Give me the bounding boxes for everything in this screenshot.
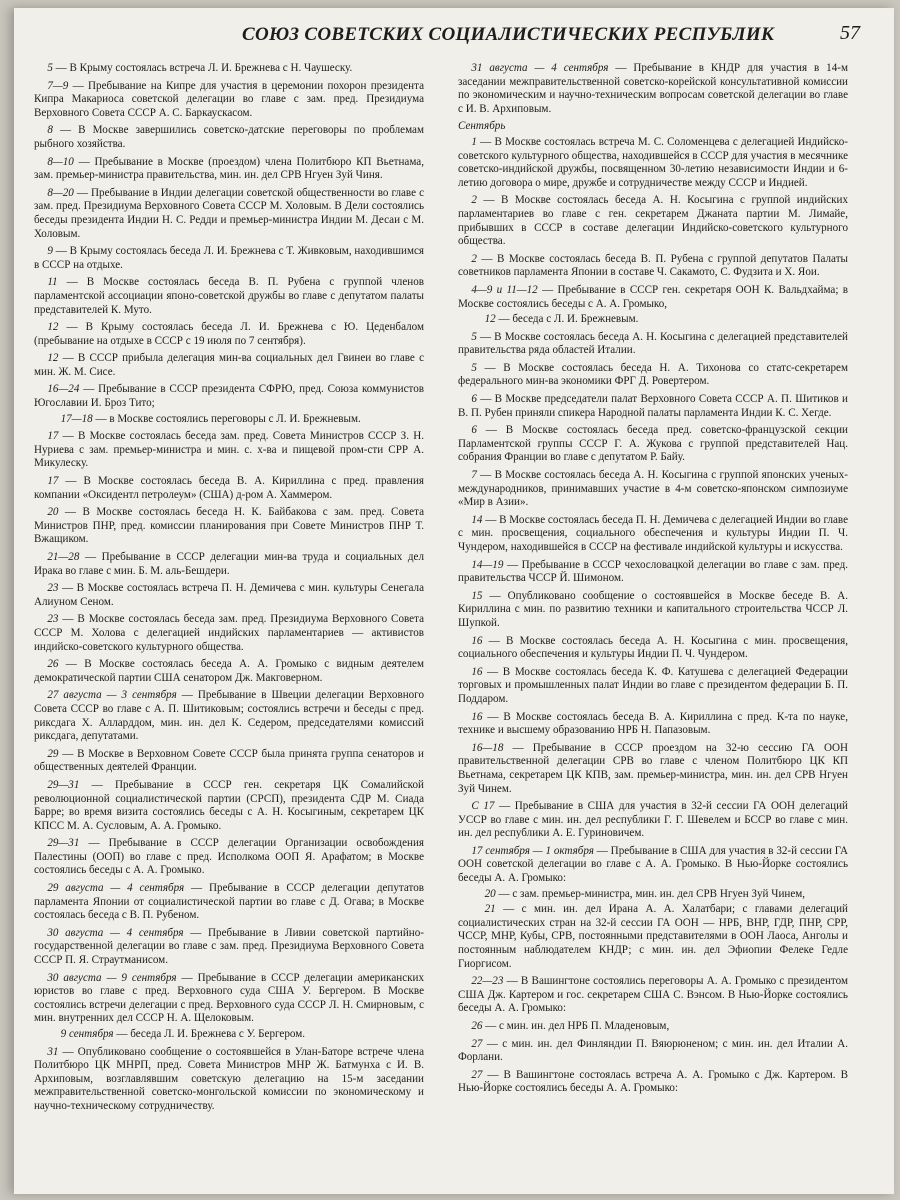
entry-text: — Пребывание в СССР чехословацкой делегации во главе с зам. пред. правительства ЧССР Й. Шимоном. (458, 558, 848, 585)
entry-date: 14—19 (471, 558, 504, 571)
entry-text: — Пребывание в США для участия в 32-й сессии ГА ООН советской делегации во главе с А. А. Громыко. В Нью-Йорке состоялись беседы А. А. Громыко: (458, 844, 848, 885)
entry-date: 1 (471, 135, 477, 148)
entry-text: — Пребывание в СССР ген. секретаря ООН К. Вальдхайма; в Москве состоялись беседы с А. А. Громыко, (458, 283, 848, 310)
chronicle-entry (34, 245, 424, 272)
entry-date: 23 (47, 613, 59, 626)
page-header (14, 22, 894, 52)
right-column (458, 62, 848, 1177)
entry-text: — В Вашингтоне состоялись переговоры А. А. Громыко с президентом США Дж. Картером и гос. секретарем США С. Вэнсом. В Нью-Йорке состоялись беседы А. А. Громыко: (458, 975, 848, 1015)
entry-text: — Пребывание в Ливии советской партийно-государственной делегации во главе с зам. пред. Президиума Верховного Совета СССР П. Я. Страутманисом. (34, 926, 424, 967)
entry-date: 6 (471, 424, 477, 437)
entry-text: — Опубликовано сообщение о состоявшейся в Москве беседе В. А. Кириллина с мин. по развитию техники и капитального строительства ЧССР Л. Шупкой. (458, 589, 848, 629)
chronicle-entry (34, 658, 424, 685)
chronicle-entry (34, 1028, 424, 1042)
entry-text: — Пребывание в СССР президента СФРЮ, пред. Союза коммунистов Югославии И. Броз Тито; (34, 383, 424, 410)
entry-date: 20 (484, 887, 496, 900)
entry-date: 8 (47, 124, 53, 137)
chronicle-entry (34, 430, 424, 471)
chronicle-entry (34, 582, 424, 609)
chronicle-entry (34, 882, 424, 923)
entry-date: 21—28 (47, 551, 80, 563)
entry-text: — В Москве состоялась беседа А. Н. Косыгина с группой индийских парламентариев во главе с ген. секретарем Джаната партии М. Лимайе, прибывших в СССР в составе делегации Индийско-советского культурного общества. (458, 194, 848, 248)
entry-text: — В Москве состоялась беседа П. Н. Демичева с делегацией Индии во главе с мин. просвещения, социального обеспечения и культуры Индии П. Ч. Чундером, находившейся в СССР на фестивале индийской культуры и искусства. (458, 513, 848, 553)
entry-date: 16 (471, 710, 483, 723)
entry-date: 16 (471, 665, 483, 678)
chronicle-entry (34, 383, 424, 410)
entry-text: — Пребывание в СССР ген. секретаря ЦК Сомалийской революционной социалистической партии (СРСП), президента СДР М. Сиада Барре; во время визита состоялись беседы с А. Н. Косыгиным, секретарем ЦК КПСС М. А. Сусловым, А. А. Громыко. (34, 778, 424, 832)
chronicle-entry (458, 194, 848, 248)
entry-text: — В Москве состоялась беседа Н. К. Байбакова с зам. пред. Совета Министров ПНР, пред. комиссии планирования при Совете Министров ПНР Т. Вжащиком. (34, 506, 424, 546)
chronicle-entry (34, 689, 424, 743)
entry-text: — В Вашингтоне состоялась встреча А. А. Громыко с Дж. Картером. В Нью-Йорке состоялись беседы А. А. Громыко: (458, 1068, 848, 1095)
chronicle-entry (458, 666, 848, 707)
chronicle-entry (458, 424, 848, 465)
chronicle-entry (34, 321, 424, 348)
entry-date: 14 (471, 513, 483, 526)
entry-date: 23 (47, 582, 59, 595)
chronicle-entry (34, 506, 424, 547)
entry-date: 7 (471, 469, 477, 482)
entry-text: — В СССР прибыла делегация мин-ва социальных дел Гвинеи во главе с мин. Ж. М. Сисе. (34, 352, 424, 378)
entry-text: — Пребывание в СССР делегации депутатов парламента Японии от социалистической партии во главе с Д. Огава; в Москве состоялась беседа с В. П. Рубеном. (34, 882, 424, 922)
entry-date: 4—9 и 11—12 (471, 283, 538, 296)
entry-date: 27 августа — 3 сентября (47, 689, 177, 702)
entry-text: — В Москве состоялась встреча П. Н. Демичева с мин. культуры Сенегала Алиуном Сеном. (34, 582, 424, 608)
entry-text: — с зам. премьер-министра, мин. ин. дел СРВ Нгуен Зуй Чинем, (495, 887, 806, 900)
chronicle-entry (458, 711, 848, 738)
entry-text: — В Москве состоялась беседа Н. А. Тихонова со статс-секретарем федерального мин-ва экономики ФРГ Д. Ровертером. (458, 361, 848, 388)
chronicle-entry (458, 136, 848, 190)
running-title: СОЮЗ СОВЕТСКИХ СОЦИАЛИСТИЧЕСКИХ РЕСПУБЛИК (242, 24, 775, 45)
chronicle-entry (458, 590, 848, 631)
entry-text: — В Москве состоялась беседа пред. советско-французской секции Парламентской группы СССР Г. А. Жукова с группой представителей Нац. собрания Франции во главе с депутатом Р. Байу. (458, 424, 848, 464)
entry-text: — с мин. ин. дел НРБ П. Младеновым, (482, 1020, 670, 1032)
chronicle-entry (458, 635, 848, 662)
entry-date: 16 (471, 634, 483, 647)
entry-date: 17 сентября — 1 октября (471, 844, 594, 857)
entry-text: — Пребывание в СССР делегации мин-ва труда и социальных дел Ирака во главе с мин. Б. М. аль-Бешдери. (34, 551, 424, 577)
entry-text: — Пребывание на Кипре для участия в церемонии похорон президента Кипра Макариоса советской делегации во главе с зам. пред. Президиума Верховного Совета СССР А. С. Баркаускасом. (34, 79, 424, 119)
chronicle-entry (458, 284, 848, 311)
entry-date: 17 (47, 430, 59, 443)
chronicle-entry (34, 352, 424, 379)
entry-text: — беседа Л. И. Брежнева с У. Бергером. (113, 1028, 306, 1040)
entry-date: 29—31 (47, 837, 80, 850)
entry-date: 8—20 (47, 186, 74, 199)
entry-text: — В Крыму состоялась беседа Л. И. Брежнева с Т. Живковым, находившимся в СССР на отдыхе. (34, 245, 424, 271)
chronicle-entry (458, 559, 848, 586)
entry-date: 8—10 (47, 155, 74, 168)
entry-date: 5 (471, 330, 477, 343)
entry-date: 15 (471, 589, 483, 602)
chronicle-entry (458, 469, 848, 510)
entry-text: — беседа с Л. И. Брежневым. (495, 313, 639, 326)
entry-text: — с мин. ин. дел Финляндии П. Вяюрюненом; с мин. ин. дел Италии А. Форлани. (458, 1037, 848, 1064)
entry-date: 17—18 (60, 412, 93, 425)
entry-date: 20 (47, 506, 59, 519)
entry-text: — Пребывание в КНДР для участия в 14-м заседании межправительственной советско-корейской консультативной комиссии по экономическим и научно-техническим вопросам советской делегации во главе с И. В. Архиповым. (458, 62, 848, 115)
chronicle-entry (34, 276, 424, 317)
entry-text: — В Крыму состоялась беседа Л. И. Брежнева с Ю. Цеденбалом (пребывание на отдыхе в СССР с 19 июля по 7 сентября). (34, 321, 424, 347)
chronicle-entry (34, 124, 424, 151)
entry-date: 16—24 (47, 383, 80, 396)
entry-text: — В Москве председатели палат Верховного Совета СССР А. П. Шитиков и В. П. Рубен приняли спикера Народной палаты парламента Индии К. С. Хегде. (458, 393, 848, 419)
entry-text: — В Москве завершились советско-датские переговоры по проблемам рыбного хозяйства. (34, 124, 424, 150)
entry-date: 29 августа — 4 сентября (47, 882, 185, 895)
entry-text: — Пребывание в Швеции делегации Верховного Совета СССР во главе с А. П. Шитиковым; состоялись встречи и беседы с пред. риксдага Х. Алларддом, мин. ин. дел К. Седером, председателями комиссий риксдага, депутатами. (34, 689, 424, 743)
chronicle-entry (34, 837, 424, 878)
entry-text: — в Москве состоялись переговоры с Л. И. Брежневым. (92, 412, 361, 425)
chronicle-entry (34, 62, 424, 76)
entry-date: 11 (47, 276, 58, 289)
entry-date: 31 августа — 4 сентября (471, 62, 609, 74)
chronicle-entry (458, 903, 848, 971)
entry-date: 2 (471, 252, 477, 265)
entry-date: 30 августа — 9 сентября (47, 971, 177, 984)
chronicle-entry (34, 156, 424, 183)
chronicle-entry (34, 475, 424, 502)
entry-date: 12 (484, 313, 496, 326)
chronicle-entry (34, 80, 424, 121)
entry-date: 12 (47, 321, 59, 334)
month-heading: Сентябрь (458, 120, 506, 133)
chronicle-entry (458, 331, 848, 358)
chronicle-entry (34, 748, 424, 775)
entry-date: 17 (47, 475, 59, 488)
chronicle-entry (458, 800, 848, 841)
entry-date: 21 (484, 903, 496, 916)
entry-text: — В Москве состоялась беседа В. А. Кириллина с пред. К-та по науке, технике и высшему образованию НРБ Н. Папазовым. (458, 710, 848, 737)
book-page (14, 8, 894, 1194)
entry-text: — В Москве состоялась беседа зам. пред. Президиума Верховного Совета СССР М. Холова с делегацией индийских парламентариев — активистов индийско-советского культурного общества. (34, 613, 424, 653)
left-column (34, 62, 424, 1177)
entry-text: — Пребывание в Индии делегации советской общественности во главе с зам. пред. Президиума Верховного Совета СССР М. Холовым. В Дели состоялись беседы президента Индии Н. С. Редди и премьер-министра Индии М. Десаи с М. Холовым. (34, 186, 424, 240)
chronicle-entry (34, 413, 424, 427)
chronicle-entry (458, 62, 848, 116)
entry-text: — В Москве в Верховном Совете СССР была принята группа сенаторов и общественных деятелей Франции. (34, 747, 424, 774)
entry-date: 26 (471, 1020, 483, 1032)
entry-date: 16—18 (471, 741, 504, 754)
entry-date: 22—23 (471, 975, 504, 988)
entry-date: 29—31 (47, 778, 80, 791)
entry-text: — с мин. ин. дел Ирана А. А. Халатбари; с главами делегаций социалистических стран на 32-й сессии ГА ООН — НРБ, ВНР, ГДР, ПНР, СРР, ЧССР, МНР, Кубы, СРВ, постоянными представителями в ООН Лаоса, Анголы и постоянным наблюдателем КНДР; с мин. ин. дел Эфиопии Фелеке Гедле Гиоргисом. (458, 903, 848, 970)
chronicle-entry (458, 1020, 848, 1034)
entry-date: С 17 (471, 800, 495, 813)
entry-date: 5 (471, 361, 477, 374)
entry-date: 31 (47, 1045, 59, 1058)
chronicle-entry (458, 393, 848, 420)
entry-date: 26 (47, 658, 59, 671)
chronicle-entry (458, 514, 848, 555)
entry-text: — Пребывание в Москве (проездом) члена Политбюро КП Вьетнама, зам. премьер-министра правительства, мин. ин. дел СРВ Нгуен Зуй Чиня. (34, 155, 424, 182)
chronicle-entry (458, 253, 848, 280)
chronicle-entry (458, 975, 848, 1016)
chronicle-entry (34, 187, 424, 241)
page-number: 57 (840, 22, 860, 44)
entry-text: — Пребывание в СССР проездом на 32-ю сессию ГА ООН правительственной делегации СРВ во главе с членом Политбюро ЦК КП Вьетнама, секретарем ЦК КПВ, зам. премьер-министра, мин. ин. дел СРВ Нгуен Зуй Чинем. (458, 741, 848, 795)
entry-text: — Пребывание в США для участия в 32-й сессии ГА ООН делегаций УССР во главе с мин. ин. дел республики Г. Г. Шевелем и БССР во главе с мин. ин. дел республики А. Е. Гуриновичем. (458, 800, 848, 840)
entry-date: 27 (471, 1037, 483, 1050)
chronicle-entry (458, 362, 848, 389)
entry-text: — Опубликовано сообщение о состоявшейся в Улан-Баторе встрече члена Политбюро ЦК МНРП, пред. Совета Министров МНР Ж. Батмунха с И. В. Архиповым, возглавлявшим советскую делегацию на 15-м заседании межправительственной советско-монгольской комиссии по экономическому и научно-техническому сотрудничеству. (34, 1045, 424, 1112)
chronicle-entry (458, 845, 848, 886)
chronicle-entry (458, 742, 848, 796)
entry-date: 29 (47, 747, 59, 760)
entry-text: — В Москве состоялась беседа В. П. Рубена с группой членов парламентской ассоциации японо-советской дружбы во главе с депутатом палаты представителей К. Муто. (34, 276, 424, 316)
entry-text: — В Москве состоялась беседа зам. пред. Совета Министров СССР З. Н. Нуриева с зам. премьер-министра и мин. с. х-ва и пищевой пром-сти СРР А. Микулеску. (34, 430, 424, 470)
chronicle-entry (458, 313, 848, 327)
entry-text: — В Москве состоялась беседа А. Н. Косыгина с группой японских ученых-международников, принимавших участие в 4-м советско-японском симпозиуме «Мир в Азии». (458, 469, 848, 509)
entry-date: 9 сентября (60, 1028, 114, 1040)
chronicle-entry (34, 779, 424, 833)
entry-text: — Пребывание в СССР делегации американских юристов во главе с пред. Верховного суда США У. Бергером. В Москве состоялись встречи делегации с пред. Верховного суда СССР Л. Н. Смирновым, с мин. внутренних дел СССР Н. А. Щелоковым. (34, 971, 424, 1025)
entry-date: 27 (471, 1068, 483, 1081)
entry-text: — В Крыму состоялась встреча Л. И. Брежнева с Н. Чаушеску. (52, 62, 353, 74)
entry-text: — Пребывание в СССР делегации Организации освобождения Палестины (ООП) во главе с пред. Исполкома ООП Я. Арафатом; в Москве состоялись беседы с А. А. Громыко. (34, 837, 424, 877)
chronicle-entry (34, 972, 424, 1026)
entry-text: — В Москве состоялась беседа В. А. Кириллина с пред. правления компании «Оксидентл петролеум» (США) д-ром А. Хаммером. (34, 475, 424, 501)
entry-date: 30 августа — 4 сентября (47, 926, 184, 939)
chronicle-entry (34, 613, 424, 654)
chronicle-entry (458, 1038, 848, 1065)
chronicle-entry (34, 927, 424, 968)
entry-text: — В Москве состоялась беседа А. Н. Косыгина с делегацией представителей правительства ряда областей Италии. (458, 330, 848, 357)
entry-text: — В Москве состоялась беседа В. П. Рубена с группой депутатов Палаты советников парламента Японии в составе Ч. Сакамото, С. Фудзита и Х. Яои. (458, 252, 848, 279)
entry-date: 7—9 (47, 79, 69, 92)
entry-text: — В Москве состоялась беседа А. Н. Косыгина с мин. просвещения, социального обеспечения и культуры Индии П. Ч. Чундером. (458, 634, 848, 661)
entry-date: 2 (471, 194, 477, 207)
entry-text: — В Москве состоялась беседа К. Ф. Катушева с делегацией Федерации торговых и промышленных палат Индии во главе с президентом федерации Б. П. Поддаром. (458, 665, 848, 705)
entry-date: 12 (47, 352, 59, 365)
entry-date: 9 (47, 245, 53, 258)
chronicle-entry (34, 1046, 424, 1114)
entry-text: — В Москве состоялась беседа А. А. Громыко с видным деятелем демократической партии США сенатором Дж. Макговерном. (34, 658, 424, 684)
entry-date: 6 (471, 393, 477, 406)
chronicle-entry (458, 1069, 848, 1096)
chronicle-entry (34, 551, 424, 578)
entry-text: — В Москве состоялась встреча М. С. Соломенцева с делегацией Индийско-советского культурного общества, находившейся в СССР для участия в месячнике советско-индийской дружбы, посвященном 30-летию независимости Индии и 6-летию договора о мире, дружбе и сотрудничестве между СССР и Индией. (458, 135, 848, 189)
entry-date: 5 (47, 62, 53, 74)
chronicle-entry (458, 888, 848, 902)
